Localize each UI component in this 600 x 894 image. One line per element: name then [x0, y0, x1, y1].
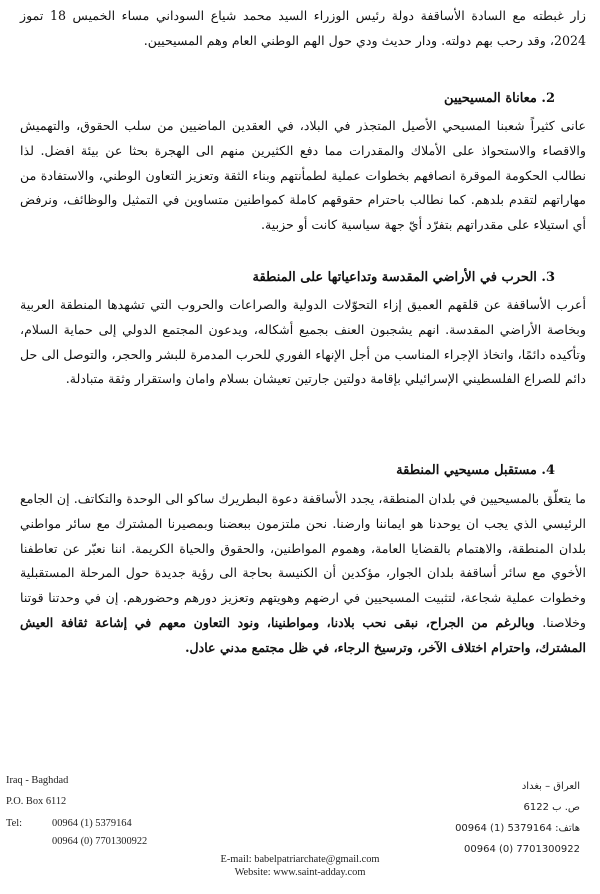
footer-tel-label: Tel: — [6, 817, 23, 829]
section-4-body-bold: وبالرغم من الجراح، نبقى نحب بلادنا، ومواطنينا، ونود التعاون معهم في إشاعة ثقافة العيش المشترك، واحترام اختلاف الآخر، وترسيخ الرجاء، في ظل مجتمع مدني عادل. — [20, 614, 586, 655]
footer-pobox-ar: ص. ب 6122 — [523, 802, 580, 813]
footer-tel2-line-en — [6, 833, 147, 851]
footer-tel1-ar: هاتف: 5379164 (1) 00964 — [455, 823, 580, 834]
section-2-body: عانى كثيراً شعبنا المسيحي الأصيل المتجذر في البلاد، في العقدين الماضيين من سلب الحقوق، والتهميش والاقصاء والاستحواذ على الأملاك والمقدرات مما دفع الكثيرين منهم الى الهجرة بحثا عن بيئة افضل. لذا نطالب الحكومة الموقرة انصافهم بخطوات عملية لطمأنتهم وبناء الثقة وتعزيز التعاون الوطني، والاستفادة من مهاراتهم لتقدم بلدهم. كما نطالب باحترام حقوقهم كاملة كمواطنين متساوين في التمثيل والوظائف، ونرفض أي استيلاء على مقدراتهم بتفرّد أيّ جهة سياسية كانت أو حزبية. — [20, 118, 586, 233]
section-2-heading: 2. معاناة المسيحيين — [444, 91, 555, 106]
section-4-body — [20, 487, 586, 661]
section-3-body: أعرب الأساقفة عن قلقهم العميق إزاء التحوّلات الدولية والصراعات والحروب التي تشهدها المنطقة العربية وبخاصة الأراضي المقدسة. انهم يشجبون العنف بجميع أشكاله، ويدعون المجتمع الدولي إلى حماية السلام، وتأكيده دائمًا، واتخاذ الإجراء المناسب من أجل الإنهاء الفوري للحرب المدمرة للبشر والحجر، والتوصل الى حل دائم للصراع الفلسطيني الإسرائيلي بإقامة دولتين جارتين تعيشان بسلام وامان واستقرار وثقة متبادلة. — [20, 297, 586, 387]
footer-tel1-en: 00964 (1) 5379164 — [52, 817, 132, 829]
section-4-heading: 4. مستقبل مسيحيي المنطقة — [396, 463, 555, 478]
footer-city-en: Iraq - Baghdad — [6, 775, 69, 786]
footer-tel-en — [6, 815, 147, 833]
footer-contact-arabic — [455, 776, 580, 860]
section-3-heading: 3. الحرب في الأراضي المقدسة وتداعياتها على المنطقة — [252, 270, 555, 285]
footer-city-ar: العراق – بغداد — [521, 781, 580, 792]
footer-tel2-en: 00964 (0) 7701300922 — [52, 836, 148, 848]
footer-tel2-ar: 00964 (0) 7701300922 — [464, 844, 580, 855]
footer-online — [0, 853, 600, 879]
footer-email[interactable]: E-mail: babelpatriarchate@gmail.com — [220, 854, 380, 865]
intro-paragraph: زار غبطته مع السادة الأساقفة دولة رئيس الوزراء السيد محمد شياع السوداني مساء الخميس 18 تموز 2024، وقد رحب بهم دولته. ودار حديث ودي حول الهم الوطني العام وهم المسيحيين. — [20, 8, 586, 48]
footer-contact-english — [6, 772, 147, 852]
footer-pobox-en: P.O. Box 6112 — [6, 796, 67, 808]
section-4-body-text: ما يتعلّق بالمسيحيين في بلدان المنطقة، يجدد الأساقفة دعوة البطريرك ساكو الى الوحدة والتكاتف. إن الجامع الرئيسي الذي يجب ان يوحدنا هو ايماننا وارضنا. نحن ملتزمون ببعضنا وبمصيرنا المشترك مع سائر مواطني بلدان المنطقة، والاهتمام بالقضايا العامة، وهموم المواطنين، والحقوق والحياة الكريمة. اننا نعبّر عن تعاطفنا الأخوي مع سائر أساقفة بلدان الجوار، مؤكدين أن الكنيسة بحاجة الى رؤية جديدة حول المرحلة المستقبلية وخطوات عملية شجاعة، لتثبيت المسيحيين في ارضهم وهويتهم وتعزيز دورهم وحضورهم. إن في وحدتنا قوتنا وخلاصنا. — [20, 491, 586, 630]
footer-website[interactable]: Website: www.saint-adday.com — [234, 867, 366, 878]
